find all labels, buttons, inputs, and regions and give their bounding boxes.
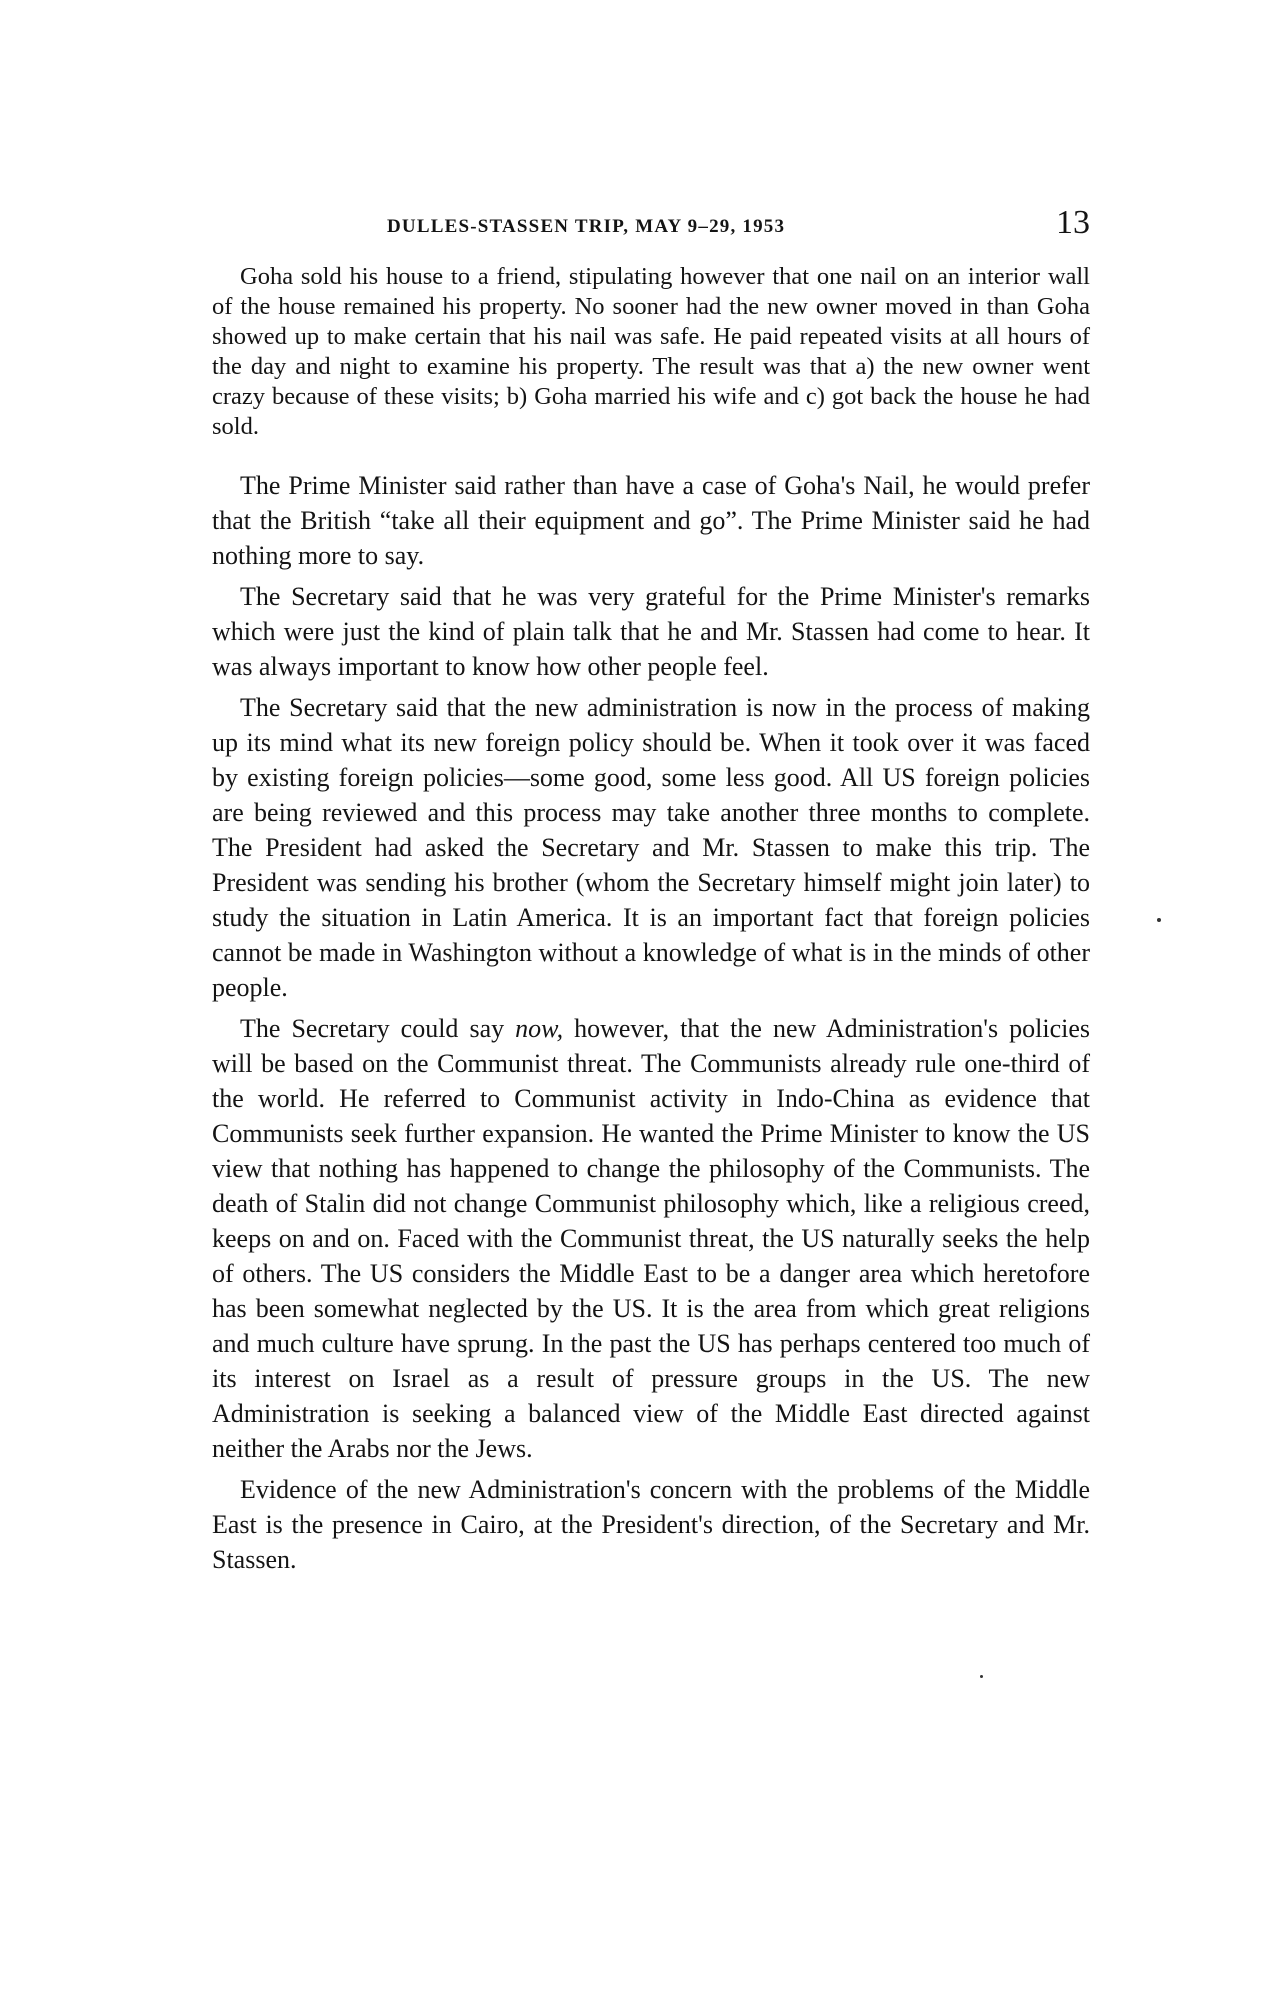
- page-number: 13: [1056, 204, 1090, 241]
- scan-speck: [1157, 918, 1161, 922]
- paragraph-communist-threat: [212, 1011, 1090, 1466]
- paragraph-new-administration: The Secretary said that the new administration is now in the process of making up its mind what its new foreign policy should be. When it took over it was faced by existing foreign policies—some good, some less good. All US foreign policies are being reviewed and this process may take another three months to complete. The President had asked the Secretary and Mr. Stassen to make this trip. The President was sending his brother (whom the Secretary himself might join later) to study the situation in Latin America. It is an important fact that foreign policies cannot be made in Washington without a knowledge of what is in the minds of other people.: [212, 693, 1090, 1002]
- paragraph-prime-minister: The Prime Minister said rather than have a case of Goha's Nail, he would prefer that the British “take all their equipment and go”. The Prime Minister said he had nothing more to say.: [212, 471, 1090, 570]
- emphasis-now: now,: [515, 1014, 564, 1043]
- scan-speck: [980, 1675, 983, 1678]
- goha-quote: Goha sold his house to a friend, stipulating however that one nail on an interior wall of the house remained his property. No sooner had the new owner moved in than Goha showed up to make certain that his nail was safe. He paid repeated visits at all hours of the day and night to examine his property. The result was that a) the new owner went crazy because of these visits; b) Goha married his wife and c) got back the house he had sold.: [212, 263, 1090, 440]
- body-text: [212, 262, 1090, 1577]
- paragraph-secretary-grateful: The Secretary said that he was very grateful for the Prime Minister's remarks which were just the kind of plain talk that he and Mr. Stassen had come to hear. It was always important to know how other people feel.: [212, 582, 1090, 681]
- paragraph-communist-threat-body: however, that the new Administration's policies will be based on the Communist threat. The Communists already rule one-third of the world. He referred to Communist activity in Indo-China as evidence that Communists seek further expansion. He wanted the Prime Minister to know the US view that nothing has happened to change the philosophy of the Communists. The death of Stalin did not change Communist philosophy which, like a religious creed, keeps on and on. Faced with the Communist threat, the US naturally seeks the help of others. The US considers the Middle East to be a danger area which heretofore has been somewhat neglected by the US. It is the area from which great religions and much culture have sprung. In the past the US has perhaps centered too much of its interest on Israel as a result of pressure groups in the US. The new Administration is seeking a balanced view of the Middle East directed against neither the Arabs nor the Jews.: [212, 1014, 1090, 1463]
- running-head: [212, 204, 1090, 248]
- paragraph-communist-threat-lead: The Secretary could say: [240, 1014, 516, 1043]
- paragraph-evidence: Evidence of the new Administration's concern with the problems of the Middle East is the presence in Cairo, at the President's direction, of the Secretary and Mr. Stassen.: [212, 1475, 1090, 1574]
- running-title: DULLES-STASSEN TRIP, MAY 9–29, 1953: [387, 216, 786, 237]
